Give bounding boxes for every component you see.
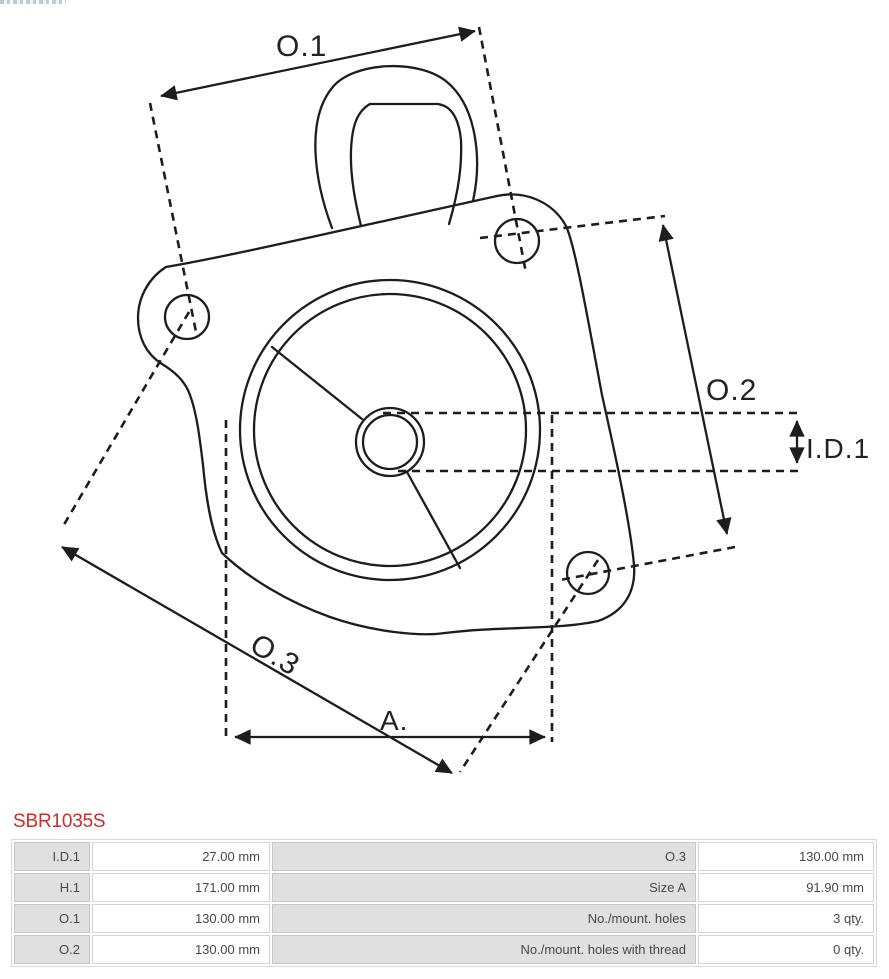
spec-label-cell: No./mount. holes with thread	[272, 935, 696, 964]
spec-value-cell: 27.00 mm	[92, 842, 270, 871]
part-number: SBR1035S	[13, 811, 106, 832]
ext-line-left-hole-upper	[150, 103, 196, 332]
sector-line-upper	[272, 347, 362, 419]
dim-label-a: A.	[380, 705, 409, 736]
dim-label-id1: I.D.1	[806, 433, 871, 464]
spec-value-cell: 91.90 mm	[698, 873, 874, 902]
spec-table	[11, 839, 877, 967]
ext-line-left-hole-lower	[62, 312, 189, 528]
spec-value-cell: 130.00 mm	[92, 904, 270, 933]
spec-value-cell: 171.00 mm	[92, 873, 270, 902]
opening-outer-circle	[240, 280, 540, 580]
spec-row	[14, 842, 874, 871]
spec-label-cell: I.D.1	[14, 842, 90, 871]
center-hub-outer	[356, 408, 424, 476]
dim-label-o1: O.1	[276, 30, 328, 63]
spec-row	[14, 935, 874, 964]
spec-label-cell: O.2	[14, 935, 90, 964]
spec-label-cell: Size A	[272, 873, 696, 902]
spec-value-cell: 130.00 mm	[698, 842, 874, 871]
spec-row	[14, 904, 874, 933]
top-loop-outer	[315, 66, 477, 228]
spec-value-cell: 130.00 mm	[92, 935, 270, 964]
spec-label-cell: No./mount. holes	[272, 904, 696, 933]
spec-label-cell: O.1	[14, 904, 90, 933]
spec-label-cell: H.1	[14, 873, 90, 902]
center-hub-bore	[363, 415, 417, 469]
spec-row	[14, 873, 874, 902]
spec-label-cell: O.3	[272, 842, 696, 871]
opening-inner-circle	[254, 294, 526, 566]
dim-label-o3: O.3	[244, 627, 306, 683]
ext-line-top-hole-horizontal	[480, 216, 665, 238]
spec-value-cell: 0 qty.	[698, 935, 874, 964]
sector-line-lower	[407, 472, 460, 568]
spec-value-cell: 3 qty.	[698, 904, 874, 933]
dim-label-o2: O.2	[706, 374, 758, 407]
